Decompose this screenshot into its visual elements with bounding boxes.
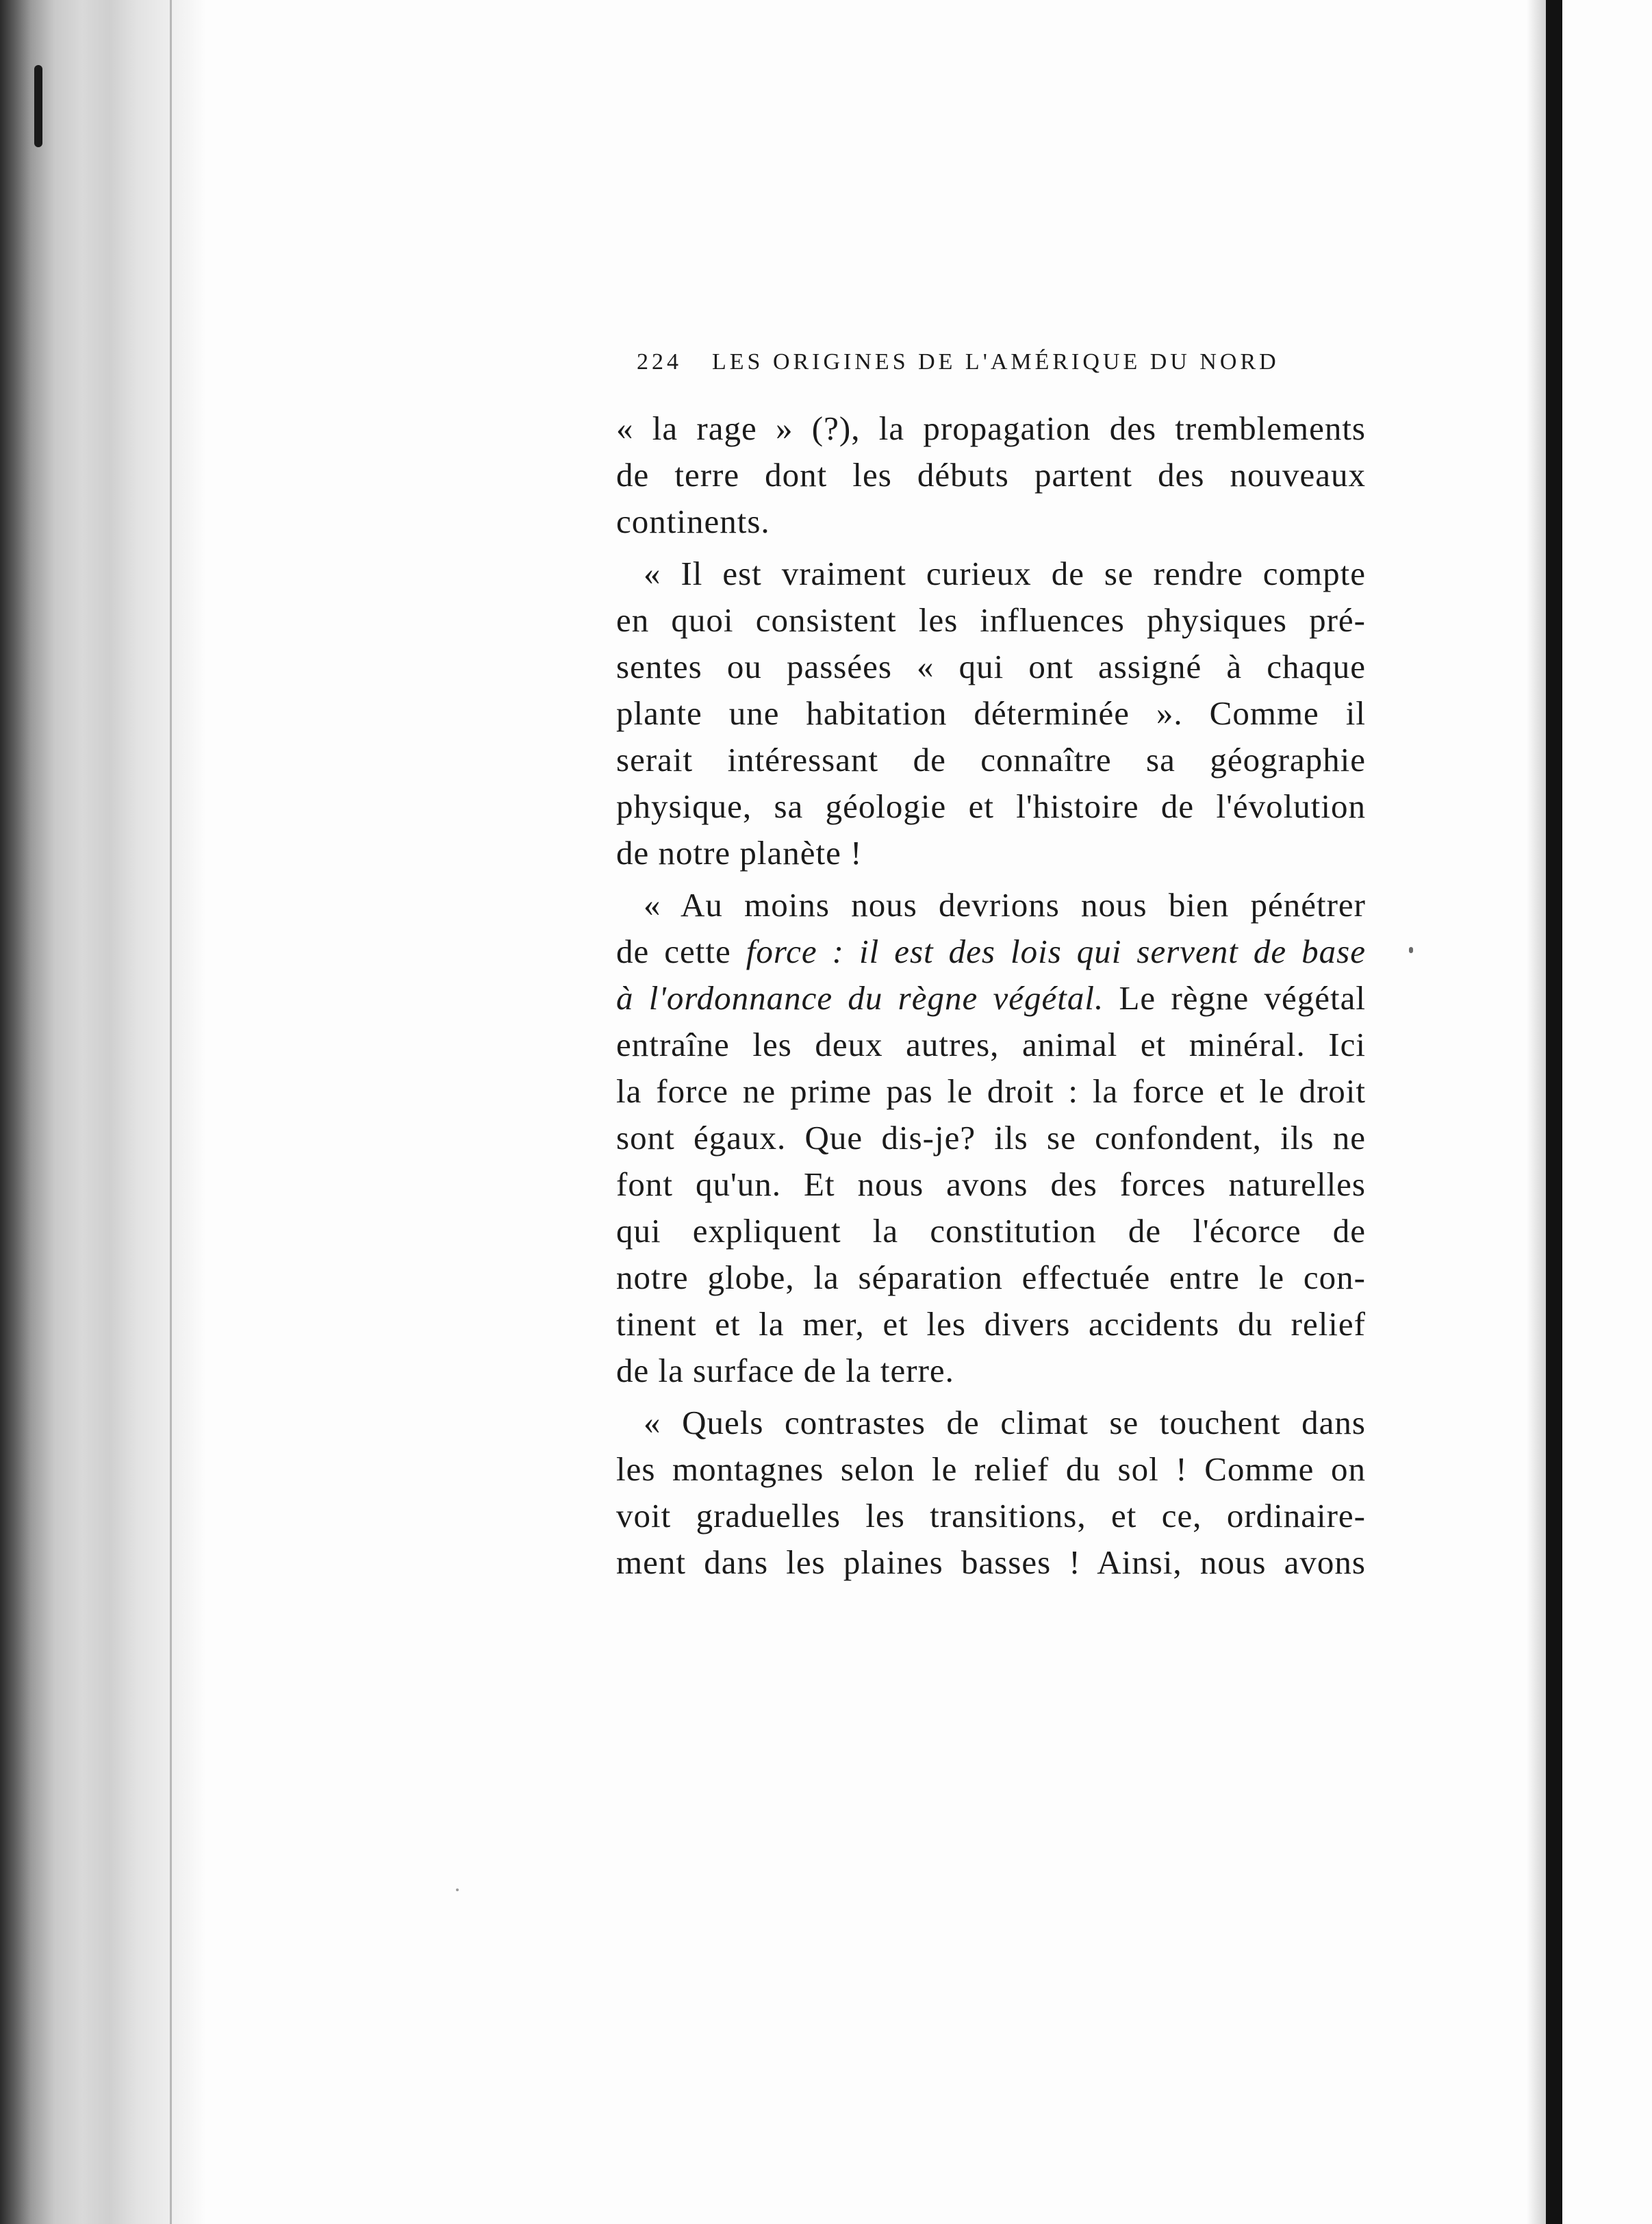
- text-line: « Quels contrastes de climat se touchent dans: [644, 1404, 1366, 1441]
- speck: [1409, 947, 1413, 953]
- text-line-mixed: [616, 975, 1366, 1022]
- text-line: tinent et la mer, et les divers accidents du relief: [616, 1305, 1366, 1343]
- text-line: qui expliquent la constitution de l'écorce de: [616, 1212, 1366, 1250]
- text-line: de notre planète !: [616, 834, 863, 872]
- text-line: « Il est vraiment curieux de se rendre compte: [644, 555, 1366, 592]
- text-line: continents.: [616, 503, 770, 540]
- page-number: 224: [637, 349, 682, 375]
- text-line: sont égaux. Que dis-je? ils se confondent, ils ne: [616, 1119, 1366, 1157]
- text-line: de la surface de la terre.: [616, 1352, 954, 1389]
- italic-span: force : il est des lois qui servent de base: [746, 933, 1366, 970]
- text-span: de cette: [616, 933, 746, 970]
- italic-span: à l'ordonnance du règne végétal.: [616, 979, 1104, 1017]
- text-line: entraîne les deux autres, animal et minéral. Ici: [616, 1026, 1366, 1063]
- text-line: serait intéressant de connaître sa géographie: [616, 741, 1366, 779]
- text-line: ment dans les plaines basses ! Ainsi, nous avons: [616, 1543, 1366, 1581]
- text-line: la force ne prime pas le droit : la force et le droit: [616, 1072, 1366, 1110]
- text-line: en quoi consistent les influences physiques pré-: [616, 601, 1366, 639]
- text-line: de terre dont les débuts partent des nouveaux: [616, 456, 1366, 494]
- book-gutter-shadow: [0, 0, 205, 2224]
- text-line: voit graduelles les transitions, et ce, ordinaire-: [616, 1497, 1366, 1534]
- text-span: Le règne végétal: [1104, 979, 1366, 1017]
- text-line: notre globe, la séparation effectuée entre le con-: [616, 1259, 1366, 1296]
- text-line: plante une habitation déterminée ». Comme il: [616, 694, 1366, 732]
- text-line: sentes ou passées « qui ont assigné à chaque: [616, 648, 1366, 685]
- speck: [456, 1888, 459, 1891]
- text-line: les montagnes selon le relief du sol ! Comme on: [616, 1450, 1366, 1488]
- text-line: font qu'un. Et nous avons des forces naturelles: [616, 1165, 1366, 1203]
- running-title: LES ORIGINES DE L'AMÉRIQUE DU NORD: [712, 349, 1280, 375]
- page-edge-line: [170, 0, 172, 2224]
- text-line: « la rage » (?), la propagation des tremblements: [616, 409, 1366, 447]
- text-line: « Au moins nous devrions nous bien pénétrer: [644, 886, 1366, 924]
- binding-mark: [34, 65, 42, 147]
- page-body: [616, 349, 1366, 1586]
- text-line: physique, sa géologie et l'histoire de l'évolution: [616, 787, 1366, 825]
- right-edge-shade: [1527, 0, 1546, 2224]
- text-line-mixed: [616, 928, 1366, 975]
- running-head: [637, 349, 1366, 397]
- scan-right-border: [1546, 0, 1562, 2224]
